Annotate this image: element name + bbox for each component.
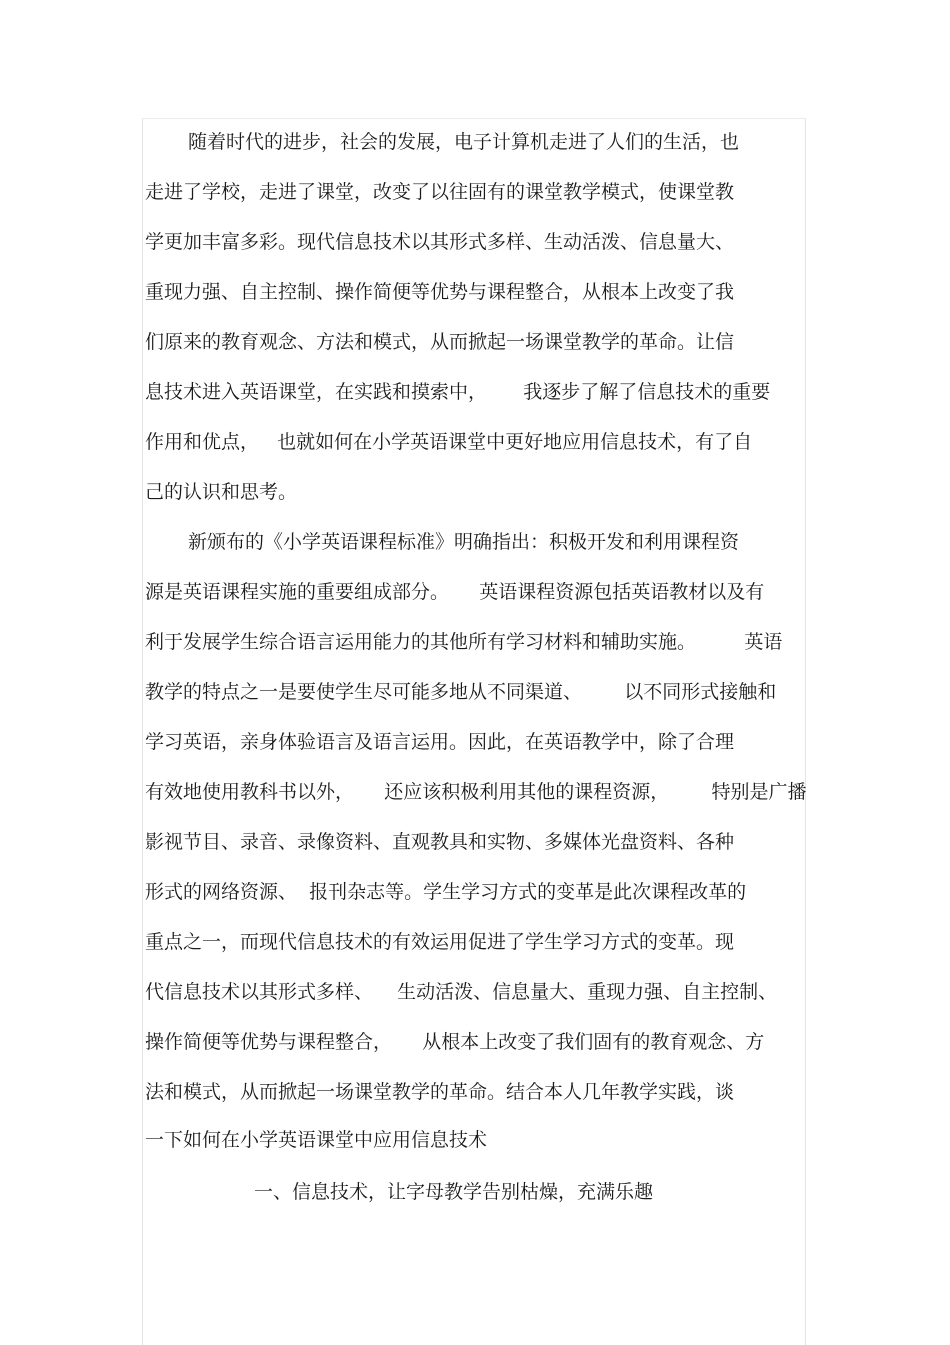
paragraph-line: 重现力强、自主控制、操作简便等优势与课程整合，从根本上改变了我: [145, 281, 735, 303]
paragraph-line: 们原来的教育观念、方法和模式，从而掀起一场课堂教学的革命。让信: [145, 331, 735, 353]
paragraph-line: 有效地使用教科书以外， 还应该积极利用其他的课程资源， 特别是广播: [145, 781, 807, 803]
paragraph-line: 走进了学校，走进了课堂，改变了以往固有的课堂教学模式，使课堂教: [145, 181, 735, 203]
paragraph-line: 己的认识和思考。: [145, 481, 298, 503]
section-heading: 一、信息技术，让字母教学告别枯燥，充满乐趣: [254, 1181, 654, 1203]
paragraph-line: 息技术进入英语课堂，在实践和摸索中， 我逐步了解了信息技术的重要: [145, 381, 771, 403]
paragraph-line: 作用和优点， 也就如何在小学英语课堂中更好地应用信息技术，有了自: [145, 431, 753, 453]
paragraph-line: 操作简便等优势与课程整合， 从根本上改变了我们固有的教育观念、方: [145, 1031, 765, 1053]
paragraph-line: 新颁布的《小学英语课程标准》明确指出：积极开发和利用课程资: [188, 531, 740, 553]
paragraph-line: 源是英语课程实施的重要组成部分。 英语课程资源包括英语教材以及有: [145, 581, 765, 603]
paragraph-line: 代信息技术以其形式多样、 生动活泼、信息量大、重现力强、自主控制、: [145, 981, 778, 1003]
paragraph-line: 学更加丰富多彩。现代信息技术以其形式多样、生动活泼、信息量大、: [145, 231, 735, 253]
paragraph-line: 重点之一，而现代信息技术的有效运用促进了学生学习方式的变革。现: [145, 931, 735, 953]
paragraph-line: 影视节目、录音、录像资料、直观教具和实物、多媒体光盘资料、各种: [145, 831, 735, 853]
paragraph-line: 学习英语，亲身体验语言及语言运用。因此，在英语教学中，除了合理: [145, 731, 735, 753]
paragraph-line: 利于发展学生综合语言运用能力的其他所有学习材料和辅助实施。 英语: [145, 631, 783, 653]
paragraph-line: 一下如何在小学英语课堂中应用信息技术: [145, 1129, 488, 1151]
paragraph-line: 法和模式，从而掀起一场课堂教学的革命。结合本人几年教学实践，谈: [145, 1081, 735, 1103]
paragraph-line: 随着时代的进步，社会的发展，电子计算机走进了人们的生活，也: [188, 131, 740, 153]
paragraph-line: 形式的网络资源、 报刊杂志等。学生学习方式的变革是此次课程改革的: [145, 881, 747, 903]
paragraph-line: 教学的特点之一是要使学生尽可能多地从不同渠道、 以不同形式接触和: [145, 681, 777, 703]
